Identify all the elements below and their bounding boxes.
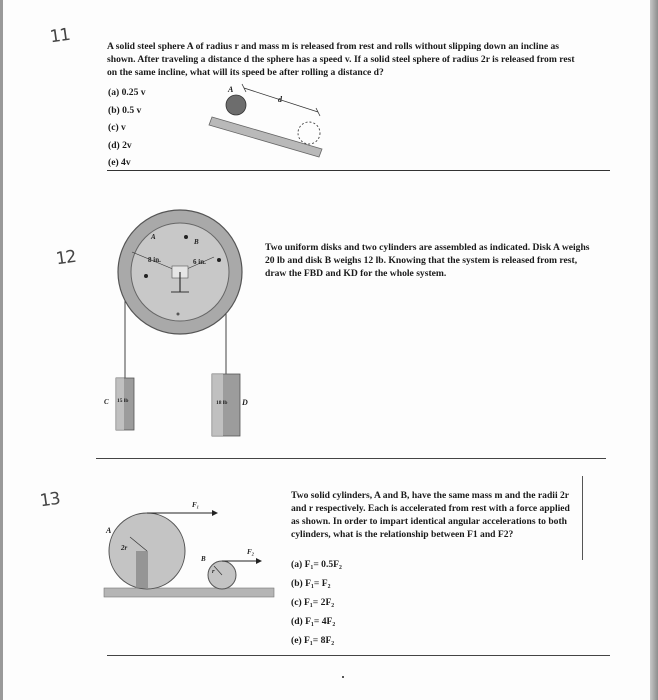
divider-3 [107, 655, 610, 656]
label-cylinder-d: D [242, 398, 248, 407]
label-d: d [278, 95, 282, 104]
option-c: (c) F₁= 2F₂ [291, 597, 335, 608]
question-11-text: A solid steel sphere A of radius r and mass m is released from rest and rolls without slipping down an incline as shown. After traveling a distance d the sphere has a speed v. If a solid steel sphere of radius 2r is released from rest on the same incline, what will its speed be after rolling a distance d? [107, 41, 575, 78]
label-f2: F₂ [247, 548, 255, 556]
label-weight-d: 18 lb [216, 400, 228, 406]
option-d: (d) 2v [108, 139, 132, 151]
label-radius-a: 8 in. [148, 256, 161, 264]
label-f1: F₁ [192, 501, 200, 509]
label-weight-c: 15 lb [117, 398, 129, 404]
label-disk-a: A [151, 233, 156, 241]
ground [104, 588, 274, 597]
handwritten-number-13: 13 [38, 488, 61, 512]
option-b: (b) F₁= F₂ [291, 578, 331, 589]
label-cylinder-a: A [106, 526, 112, 535]
question-13-text: Two solid cylinders, A and B, have the same mass m and the radii 2r and r respectively. Each is accelerated from rest with a force applied as shown. In order to impart identical angular accelerations to both cylinders, what is the relationship between F1 and F2? [291, 490, 570, 540]
label-cylinder-b: B [201, 555, 206, 563]
option-a: (a) F₁= 0.5F₂ [291, 559, 342, 570]
handwritten-number-12: 12 [54, 246, 77, 270]
question-12-text: Two uniform disks and two cylinders are assembled as indicated. Disk A weighs 20 lb and disk B weighs 12 lb. Knowing that the system is released from rest, draw the FBD and KD for the whole system. [265, 242, 590, 279]
label-radius-b: 6 in. [193, 258, 206, 266]
label-a: A [228, 85, 234, 94]
option-e: (e) F₁= 8F₂ [291, 635, 335, 646]
speck [342, 676, 344, 678]
option-d: (d) F₁= 4F₂ [291, 616, 336, 627]
option-a: (a) 0.25 v [108, 87, 146, 98]
option-c: (c) v [108, 122, 126, 133]
label-radius-2r: 2r [121, 544, 128, 552]
label-radius-r: r [212, 568, 215, 575]
option-e: (e) 4v [108, 157, 131, 168]
option-b: (b) 0.5 v [108, 104, 142, 116]
label-disk-b: B [194, 238, 199, 246]
handwritten-number-11: 11 [48, 24, 71, 48]
label-cylinder-c: C [104, 398, 109, 406]
